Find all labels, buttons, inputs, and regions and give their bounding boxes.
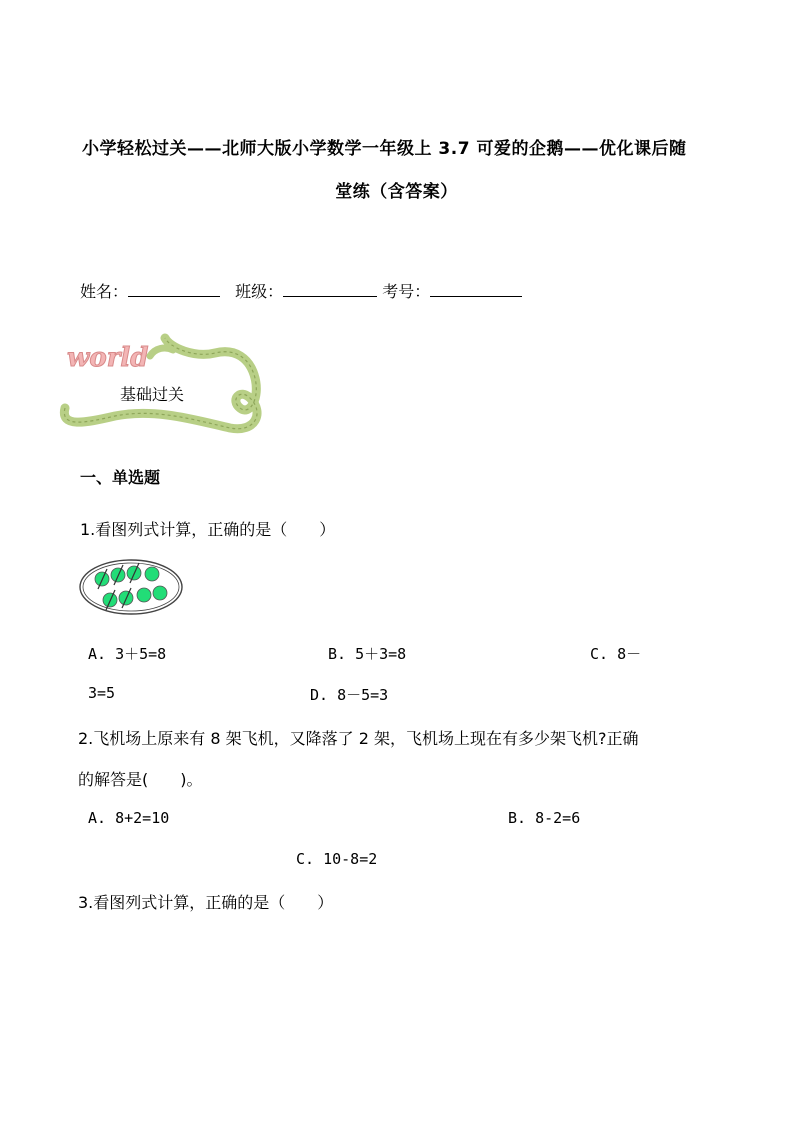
question-1-figure (78, 558, 184, 616)
question-1-text: 1.看图列式计算，正确的是（ ） (80, 520, 336, 539)
question-1-option-c-continued[interactable]: 3=5 (88, 684, 116, 702)
dot (145, 567, 159, 581)
question-2-option-b[interactable]: B. 8-2=6 (508, 809, 581, 827)
question-2-text-line-1: 2.飞机场上原来有 8 架飞机，又降落了 2 架，飞机场上现在有多少架飞机?正确 (78, 729, 639, 748)
student-info-row (80, 279, 522, 302)
dot (137, 588, 151, 602)
name-blank[interactable] (128, 282, 220, 297)
document-title-line-2: 堂练（含答案） (335, 182, 458, 202)
question-1-option-c[interactable]: C. 8－ (590, 645, 642, 663)
section-heading: 一、单选题 (80, 468, 161, 487)
question-1-option-d[interactable]: D. 8－5=3 (310, 686, 389, 704)
number-label: 考号： (382, 282, 431, 301)
world-logo-text: world (67, 343, 149, 373)
document-title-line-1: 小学轻松过关——北师大版小学数学一年级上 3.7 可爱的企鹅——优化课后随 (82, 139, 687, 159)
question-3-text: 3.看图列式计算，正确的是（ ） (78, 893, 334, 912)
dot (153, 586, 167, 600)
question-2-option-c[interactable]: C. 10-8=2 (296, 850, 378, 868)
class-label: 班级： (235, 282, 284, 301)
question-2-option-a[interactable]: A. 8+2=10 (88, 809, 170, 827)
number-blank[interactable] (430, 282, 522, 297)
class-blank[interactable] (283, 282, 377, 297)
question-2-text-line-2: 的解答是( )。 (78, 770, 203, 789)
name-label: 姓名： (80, 282, 129, 301)
question-1-option-a[interactable]: A. 3＋5=8 (88, 645, 167, 663)
question-1-option-b[interactable]: B. 5＋3=8 (328, 645, 407, 663)
banner-label: 基础过关 (120, 385, 185, 404)
